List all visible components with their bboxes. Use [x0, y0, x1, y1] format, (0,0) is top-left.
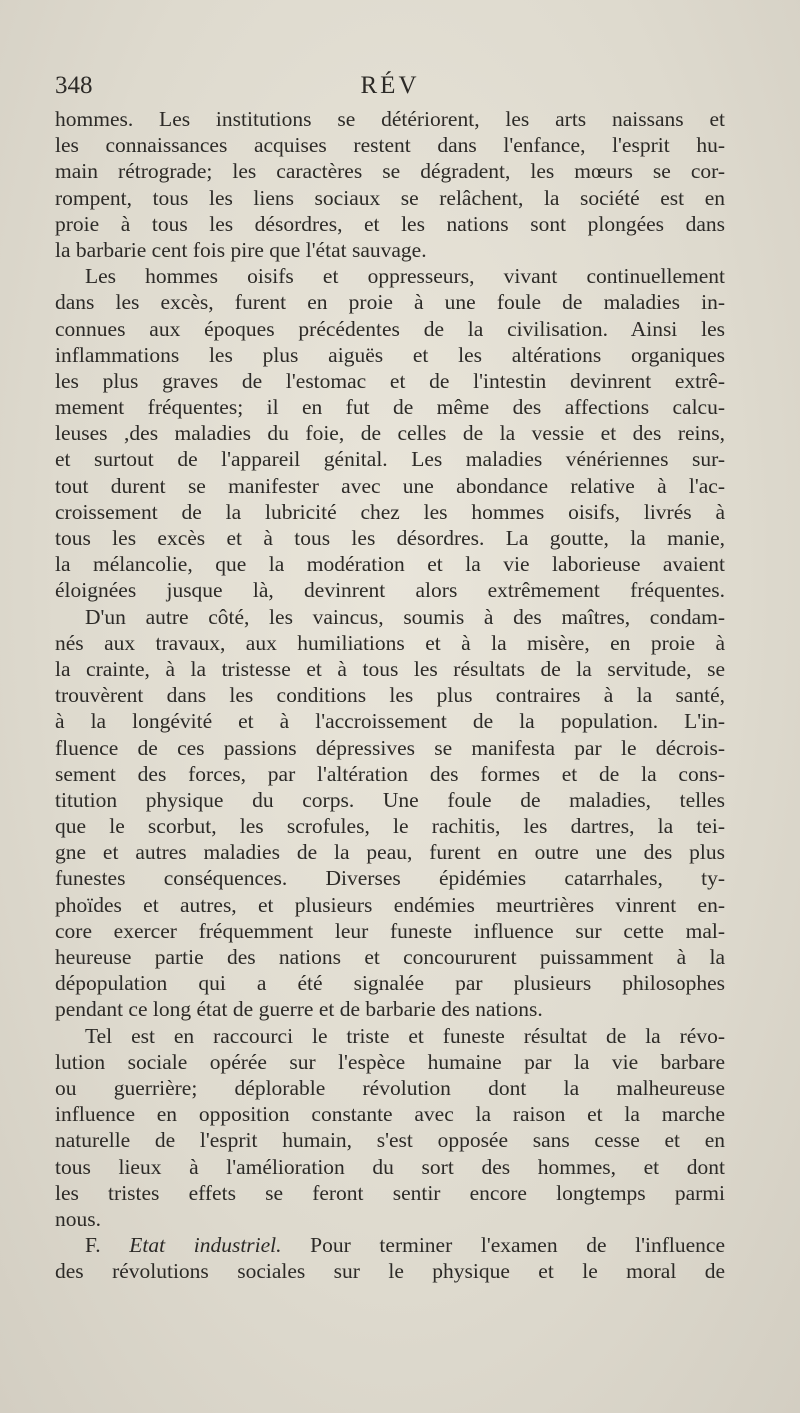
text-line: leuses ,des maladies du foie, de celles de la vessie et des reins, [55, 421, 725, 446]
paragraph-1 [55, 106, 725, 263]
text-line: funestes conséquences. Diverses épidémies catarrhales, ty- [55, 866, 725, 891]
paragraph-2 [55, 263, 725, 603]
text-line: dans les excès, furent en proie à une foule de maladies in- [55, 290, 725, 315]
text-line: Tel est en raccourci le triste et funeste résultat de la révo- [85, 1023, 725, 1048]
section-heading-line [55, 1232, 725, 1258]
running-head: RÉV [360, 72, 420, 99]
text-line: titution physique du corps. Une foule de maladies, telles [55, 787, 725, 812]
text-line: tous les excès et à tous les désordres. La goutte, la manie, [55, 526, 725, 550]
text-line: sement des forces, par l'altération des formes et de la cons- [55, 761, 725, 786]
paragraph-5 [55, 1232, 725, 1284]
text-line: fluence de ces passions dépressives se manifesta par le décrois- [55, 735, 725, 760]
text-line: proie à tous les désordres, et les nations sont plongées dans [55, 211, 725, 236]
text-line: que le scorbut, les scrofules, le rachitis, les dartres, la tei- [55, 814, 725, 839]
section-label: F. [85, 1233, 101, 1258]
text-line: pendant ce long état de guerre et de barbarie des nations. [55, 997, 543, 1022]
text-line: des révolutions sociales sur le physique et le moral de [55, 1259, 725, 1284]
text-line: dépopulation qui a été signalée par plusieurs philosophes [55, 971, 725, 996]
text-line: naturelle de l'esprit humain, s'est opposée sans cesse et en [55, 1128, 725, 1153]
text-line: éloignées jusque là, devinrent alors extrêmement fréquentes. [55, 578, 725, 603]
text-line: inflammations les plus aiguës et les altérations organiques [55, 342, 725, 367]
text-line: mement fréquentes; il en fut de même des affections calcu- [55, 395, 725, 420]
text-line: connues aux époques précédentes de la civilisation. Ainsi les [55, 316, 725, 341]
text-line: la mélancolie, que la modération et la vie laborieuse avaient [55, 552, 725, 577]
text-line: main rétrograde; les caractères se dégradent, les mœurs se cor- [55, 159, 725, 184]
text-line: à la longévité et à l'accroissement de la population. L'in- [55, 709, 725, 734]
text-line: influence en opposition constante avec la raison et la marche [55, 1102, 725, 1127]
text-line: les plus graves de l'estomac et de l'intestin devinrent extrê- [55, 368, 725, 393]
text-line: D'un autre côté, les vaincus, soumis à des maîtres, condam- [85, 604, 725, 629]
text-line: hommes. Les institutions se détériorent, les arts naissans et [55, 107, 725, 131]
text-line: les connaissances acquises restent dans l'enfance, l'esprit hu- [55, 133, 725, 158]
text-line: et surtout de l'appareil génital. Les maladies vénériennes sur- [55, 447, 725, 472]
text-line: tout durent se manifester avec une abondance relative à l'ac- [55, 473, 725, 498]
text-line: tous lieux à l'amélioration du sort des hommes, et dont [55, 1154, 725, 1179]
text-line: gne et autres maladies de la peau, furent en outre une des plus [55, 840, 725, 865]
text-line: les tristes effets se feront sentir encore longtemps parmi [55, 1180, 725, 1205]
book-page [55, 72, 725, 1284]
text-line: Les hommes oisifs et oppresseurs, vivant continuellement [85, 264, 725, 289]
paragraph-4 [55, 1023, 725, 1233]
text-line: phoïdes et autres, et plusieurs endémies meurtrières vinrent en- [55, 892, 725, 917]
body-text [55, 106, 725, 1284]
paragraph-3 [55, 604, 725, 1023]
text-line: trouvèrent dans les conditions les plus contraires à la santé, [55, 683, 725, 708]
text-line: nés aux travaux, aux humiliations et à la misère, en proie à [55, 630, 725, 655]
text-line: la barbarie cent fois pire que l'état sauvage. [55, 237, 427, 262]
text-line: core exercer fréquemment leur funeste influence sur cette mal- [55, 918, 725, 943]
text-line: heureuse partie des nations et concoururent puissamment à la [55, 945, 725, 969]
text-line: croissement de la lubricité chez les hommes oisifs, livrés à [55, 499, 725, 524]
text-line: la crainte, à la tristesse et à tous les résultats de la servitude, se [55, 656, 725, 681]
section-line-rest: Pour terminer l'examen de l'influence [310, 1233, 725, 1258]
text-line: rompent, tous les liens sociaux se relâchent, la société est en [55, 185, 725, 210]
page-header [55, 72, 725, 106]
page-number: 348 [55, 72, 93, 99]
section-title: Etat industriel. [129, 1233, 282, 1258]
text-line: lution sociale opérée sur l'espèce humaine par la vie barbare [55, 1049, 725, 1074]
text-line: nous. [55, 1206, 101, 1231]
text-line: ou guerrière; déplorable révolution dont la malheureuse [55, 1075, 725, 1100]
